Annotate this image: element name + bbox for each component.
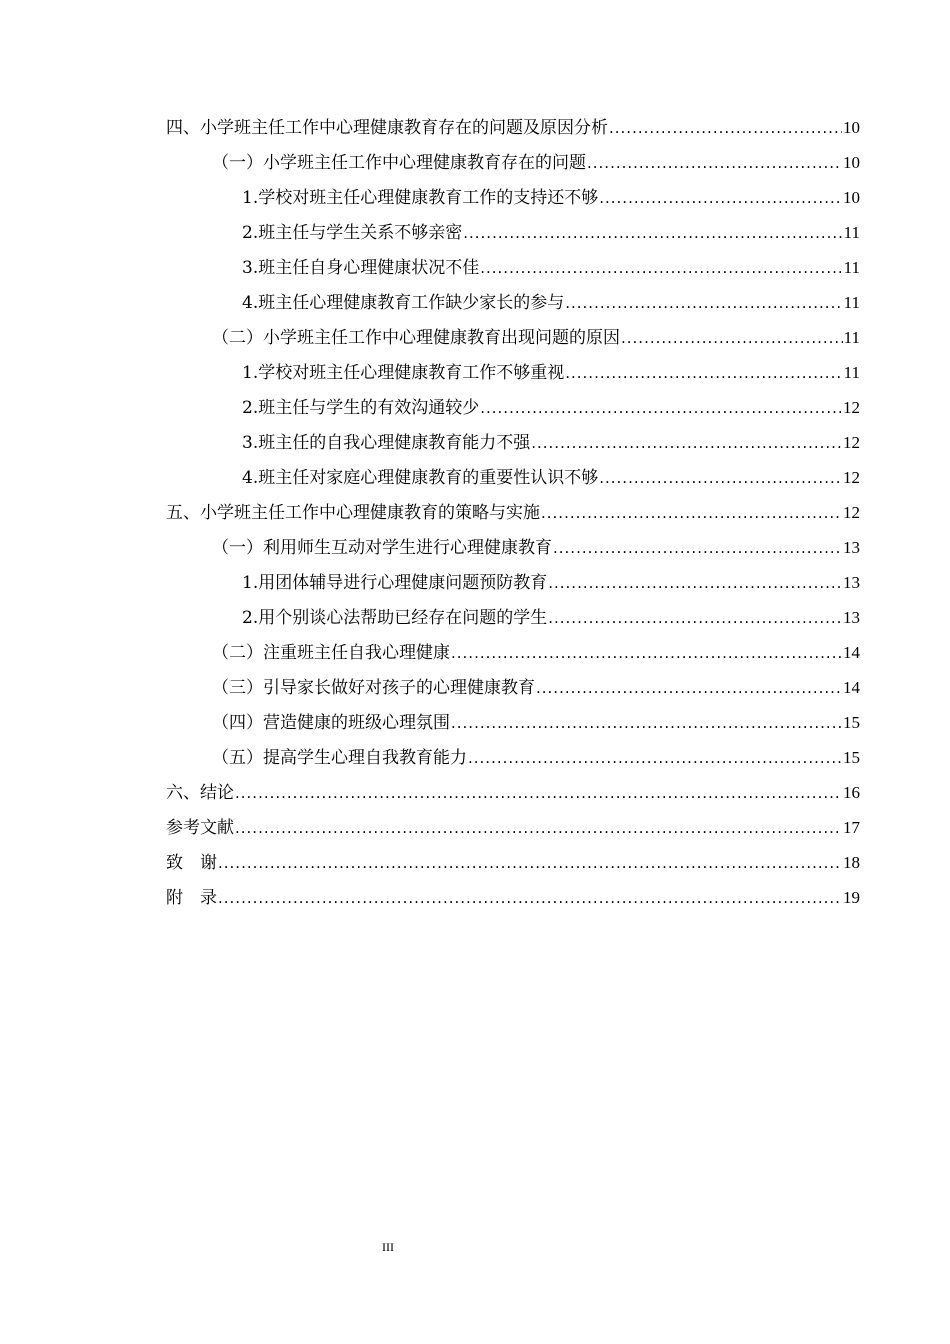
toc-entry-references[interactable] bbox=[166, 810, 860, 845]
toc-leader-dots bbox=[235, 811, 842, 846]
toc-entry-page: 12 bbox=[843, 503, 860, 522]
toc-entry-page: 18 bbox=[843, 853, 860, 872]
toc-entry-number: （五） bbox=[212, 748, 263, 768]
toc-leader-dots bbox=[531, 426, 842, 461]
toc-leader-dots bbox=[609, 111, 842, 146]
toc-entry-page: 19 bbox=[843, 888, 860, 907]
toc-entry-page: 13 bbox=[843, 608, 860, 627]
toc-entry-chapter-5[interactable] bbox=[166, 495, 860, 530]
toc-entry-title: 利用师生互动对学生进行心理健康教育 bbox=[263, 538, 552, 558]
toc-entry-title: 班主任心理健康教育工作缺少家长的参与 bbox=[258, 293, 565, 313]
toc-entry-title: 小学班主任工作中心理健康教育存在的问题及原因分析 bbox=[200, 118, 608, 138]
toc-entry-number: 2. bbox=[242, 398, 259, 418]
toc-entry-page: 11 bbox=[843, 363, 860, 382]
toc-entry-number: 2. bbox=[242, 608, 259, 628]
toc-entry-page: 13 bbox=[843, 538, 860, 557]
toc-entry-title: 参考文献 bbox=[166, 818, 234, 838]
toc-entry-number: 五、 bbox=[166, 503, 200, 523]
toc-entry-number: （四） bbox=[212, 713, 263, 733]
page-number-footer: III bbox=[382, 1240, 394, 1254]
toc-entry-page: 15 bbox=[843, 748, 860, 767]
toc-entry-page: 12 bbox=[843, 398, 860, 417]
toc-entry-page: 13 bbox=[843, 573, 860, 592]
toc-entry-title: 注重班主任自我心理健康 bbox=[263, 643, 450, 663]
toc-entry-title: 提高学生心理自我教育能力 bbox=[263, 748, 467, 768]
toc-entry-title: 引导家长做好对孩子的心理健康教育 bbox=[263, 678, 535, 698]
toc-entry-number: 1. bbox=[242, 573, 259, 593]
toc-entry-page: 12 bbox=[843, 468, 860, 487]
toc-leader-dots bbox=[565, 356, 842, 391]
toc-entry-page: 10 bbox=[843, 188, 860, 207]
toc-entry-subsection[interactable] bbox=[166, 285, 860, 320]
toc-entry-page: 10 bbox=[843, 118, 860, 137]
toc-entry-page: 16 bbox=[843, 783, 860, 802]
toc-leader-dots bbox=[621, 321, 843, 356]
toc-leader-dots bbox=[599, 181, 842, 216]
toc-entry-section-5-2[interactable] bbox=[166, 635, 860, 670]
toc-entry-number: 2. bbox=[242, 223, 259, 243]
toc-leader-dots bbox=[553, 531, 842, 566]
toc-entry-page: 17 bbox=[843, 818, 860, 837]
toc-entry-page: 14 bbox=[843, 643, 860, 662]
toc-entry-title: 小学班主任工作中心理健康教育的策略与实施 bbox=[200, 503, 540, 523]
toc-entry-page: 11 bbox=[843, 293, 860, 312]
toc-leader-dots bbox=[480, 251, 842, 286]
toc-entry-title: 附 录 bbox=[166, 888, 217, 908]
toc-entry-number: 六、 bbox=[166, 783, 200, 803]
toc-entry-subsection[interactable] bbox=[166, 390, 860, 425]
toc-entry-subsection[interactable] bbox=[166, 600, 860, 635]
toc-entry-section-4-1[interactable] bbox=[166, 145, 860, 180]
toc-entry-number: 四、 bbox=[166, 118, 200, 138]
toc-entry-number: 3. bbox=[242, 433, 259, 453]
toc-entry-title: 小学班主任工作中心理健康教育出现问题的原因 bbox=[263, 328, 620, 348]
toc-entry-title: 营造健康的班级心理氛围 bbox=[263, 713, 450, 733]
toc-leader-dots bbox=[548, 601, 842, 636]
toc-entry-subsection[interactable] bbox=[166, 250, 860, 285]
toc-leader-dots bbox=[235, 776, 842, 811]
toc-leader-dots bbox=[463, 216, 842, 251]
toc-entry-subsection[interactable] bbox=[166, 460, 860, 495]
toc-entry-number: （二） bbox=[212, 643, 263, 663]
toc-entry-title: 小学班主任工作中心理健康教育存在的问题 bbox=[263, 153, 586, 173]
toc-entry-subsection[interactable] bbox=[166, 215, 860, 250]
toc-entry-acknowledgements[interactable] bbox=[166, 845, 860, 880]
toc-entry-title: 学校对班主任心理健康教育工作不够重视 bbox=[258, 363, 565, 383]
toc-entry-number: （一） bbox=[212, 153, 263, 173]
toc-entry-title: 班主任与学生的有效沟通较少 bbox=[258, 398, 480, 418]
toc-entry-number: （三） bbox=[212, 678, 263, 698]
toc-leader-dots bbox=[218, 881, 842, 916]
toc-entry-title: 学校对班主任心理健康教育工作的支持还不够 bbox=[258, 188, 599, 208]
toc-entry-page: 11 bbox=[843, 223, 860, 242]
toc-leader-dots bbox=[451, 706, 842, 741]
toc-entry-title: 班主任对家庭心理健康教育的重要性认识不够 bbox=[258, 468, 599, 488]
table-of-contents bbox=[166, 110, 860, 915]
toc-entry-page: 11 bbox=[843, 328, 860, 347]
toc-entry-page: 15 bbox=[843, 713, 860, 732]
toc-entry-title: 班主任自身心理健康状况不佳 bbox=[258, 258, 480, 278]
toc-entry-section-5-3[interactable] bbox=[166, 670, 860, 705]
toc-leader-dots bbox=[218, 846, 842, 881]
toc-entry-number: 1. bbox=[242, 363, 259, 383]
toc-entry-chapter-6[interactable] bbox=[166, 775, 860, 810]
toc-entry-page: 11 bbox=[843, 258, 860, 277]
toc-entry-number: 4. bbox=[242, 293, 259, 313]
toc-entry-page: 12 bbox=[843, 433, 860, 452]
toc-entry-number: （二） bbox=[212, 328, 263, 348]
toc-entry-subsection[interactable] bbox=[166, 425, 860, 460]
toc-leader-dots bbox=[599, 461, 842, 496]
toc-entry-number: 1. bbox=[242, 188, 259, 208]
toc-leader-dots bbox=[480, 391, 842, 426]
toc-entry-title: 致 谢 bbox=[166, 853, 217, 873]
toc-entry-title: 用个别谈心法帮助已经存在问题的学生 bbox=[258, 608, 548, 628]
toc-entry-number: （一） bbox=[212, 538, 263, 558]
toc-leader-dots bbox=[565, 286, 842, 321]
toc-leader-dots bbox=[541, 496, 842, 531]
toc-entry-section-5-1[interactable] bbox=[166, 530, 860, 565]
toc-entry-section-5-4[interactable] bbox=[166, 705, 860, 740]
toc-entry-title: 结论 bbox=[200, 783, 234, 803]
toc-entry-number: 4. bbox=[242, 468, 259, 488]
toc-leader-dots bbox=[548, 566, 842, 601]
toc-entry-number: 3. bbox=[242, 258, 259, 278]
toc-entry-title: 班主任与学生关系不够亲密 bbox=[258, 223, 463, 243]
toc-entry-subsection[interactable] bbox=[166, 180, 860, 215]
toc-leader-dots bbox=[587, 146, 842, 181]
toc-entry-section-5-5[interactable] bbox=[166, 740, 860, 775]
toc-entry-page: 14 bbox=[843, 678, 860, 697]
toc-leader-dots bbox=[468, 741, 842, 776]
toc-entry-page: 10 bbox=[843, 153, 860, 172]
toc-entry-title: 班主任的自我心理健康教育能力不强 bbox=[258, 433, 531, 453]
toc-entry-section-4-2[interactable] bbox=[166, 320, 860, 355]
toc-entry-appendix[interactable] bbox=[166, 880, 860, 915]
toc-entry-subsection[interactable] bbox=[166, 565, 860, 600]
toc-leader-dots bbox=[451, 636, 842, 671]
toc-entry-chapter-4[interactable] bbox=[166, 110, 860, 145]
toc-entry-title: 用团体辅导进行心理健康问题预防教育 bbox=[258, 573, 548, 593]
toc-leader-dots bbox=[536, 671, 842, 706]
toc-entry-subsection[interactable] bbox=[166, 355, 860, 390]
